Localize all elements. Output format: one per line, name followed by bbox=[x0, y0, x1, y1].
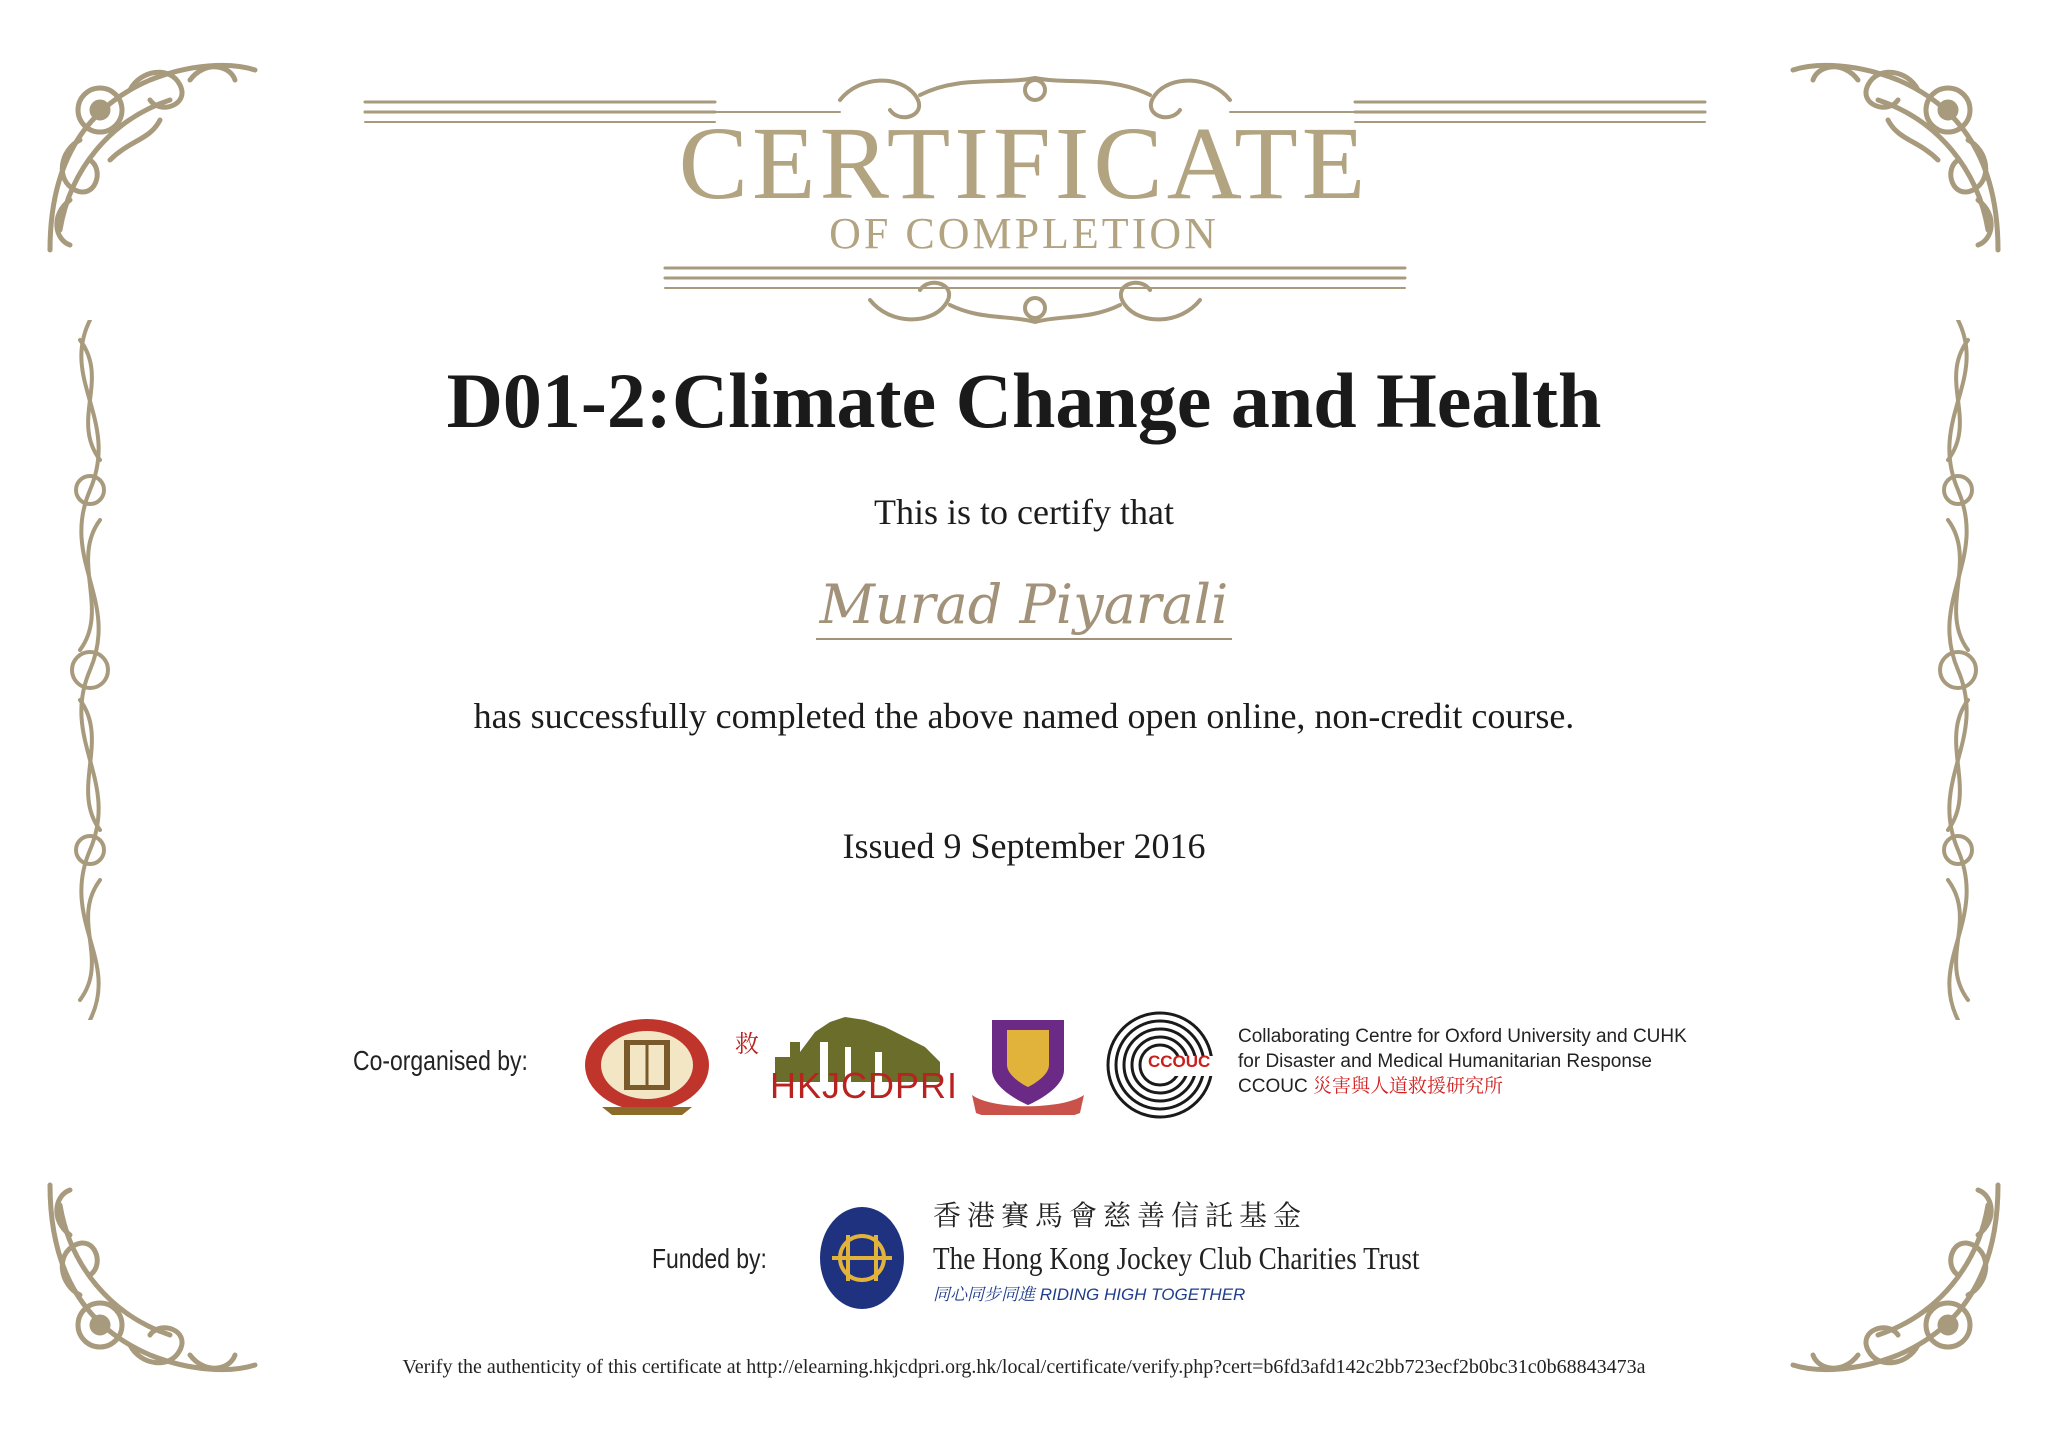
ccouc-badge-label: CCOUC bbox=[1148, 1052, 1211, 1071]
corner-flourish-bottom-right bbox=[1788, 1165, 2008, 1385]
corner-flourish-bottom-left bbox=[40, 1165, 260, 1385]
cuhk-crest-logo bbox=[962, 1015, 1094, 1115]
co-organised-label: Co-organised by: bbox=[353, 1045, 528, 1076]
ccouc-line-2: for Disaster and Medical Humanitarian Response bbox=[1238, 1051, 1652, 1072]
recipient-name-line bbox=[0, 573, 2048, 636]
hkjc-name-english: The Hong Kong Jockey Club Charities Trust bbox=[933, 1240, 1420, 1276]
course-title: D01-2:Climate Change and Health bbox=[446, 357, 1602, 444]
hkjc-emblem-logo bbox=[818, 1205, 906, 1311]
issue-date: Issued 9 September 2016 bbox=[842, 826, 1206, 866]
hk-academy-of-medicine-logo bbox=[582, 1015, 712, 1115]
ccouc-description bbox=[1238, 1024, 1687, 1099]
ccouc-line-3 bbox=[1238, 1074, 1687, 1099]
certify-text: This is to certify that bbox=[874, 492, 1174, 532]
certificate-heading: CERTIFICATE bbox=[678, 106, 1370, 221]
hkjcdpri-label: HKJCDPRI bbox=[770, 1065, 959, 1106]
svg-text:救: 救 bbox=[735, 1030, 759, 1058]
verification-text: Verify the authenticity of this certificate at http://elearning.hkjcdpri.org.hk/local/certificate/verify.php?cert=b6fd3afd142c2bb723ecf2b0bc31c0b68843473a bbox=[402, 1356, 1646, 1378]
hkjc-tagline: 同心同步同進 RIDING HIGH TOGETHER bbox=[933, 1285, 1246, 1304]
hkjc-name-chinese: 香港賽馬會慈善信託基金 bbox=[933, 1199, 1308, 1232]
funded-by-label: Funded by: bbox=[652, 1243, 767, 1274]
hkjc-name-block bbox=[933, 1199, 1505, 1304]
completion-statement: has successfully completed the above named open online, non-credit course. bbox=[473, 696, 1575, 736]
certificate-subheading: OF COMPLETION bbox=[829, 209, 1219, 258]
ccouc-line-1: Collaborating Centre for Oxford University and CUHK bbox=[1238, 1026, 1687, 1047]
recipient-name: Murad Piyarali bbox=[816, 573, 1233, 640]
ccouc-line-3-prefix: CCOUC bbox=[1238, 1076, 1308, 1097]
ccouc-line-3-chinese: 災害與人道救援研究所 bbox=[1312, 1076, 1503, 1097]
